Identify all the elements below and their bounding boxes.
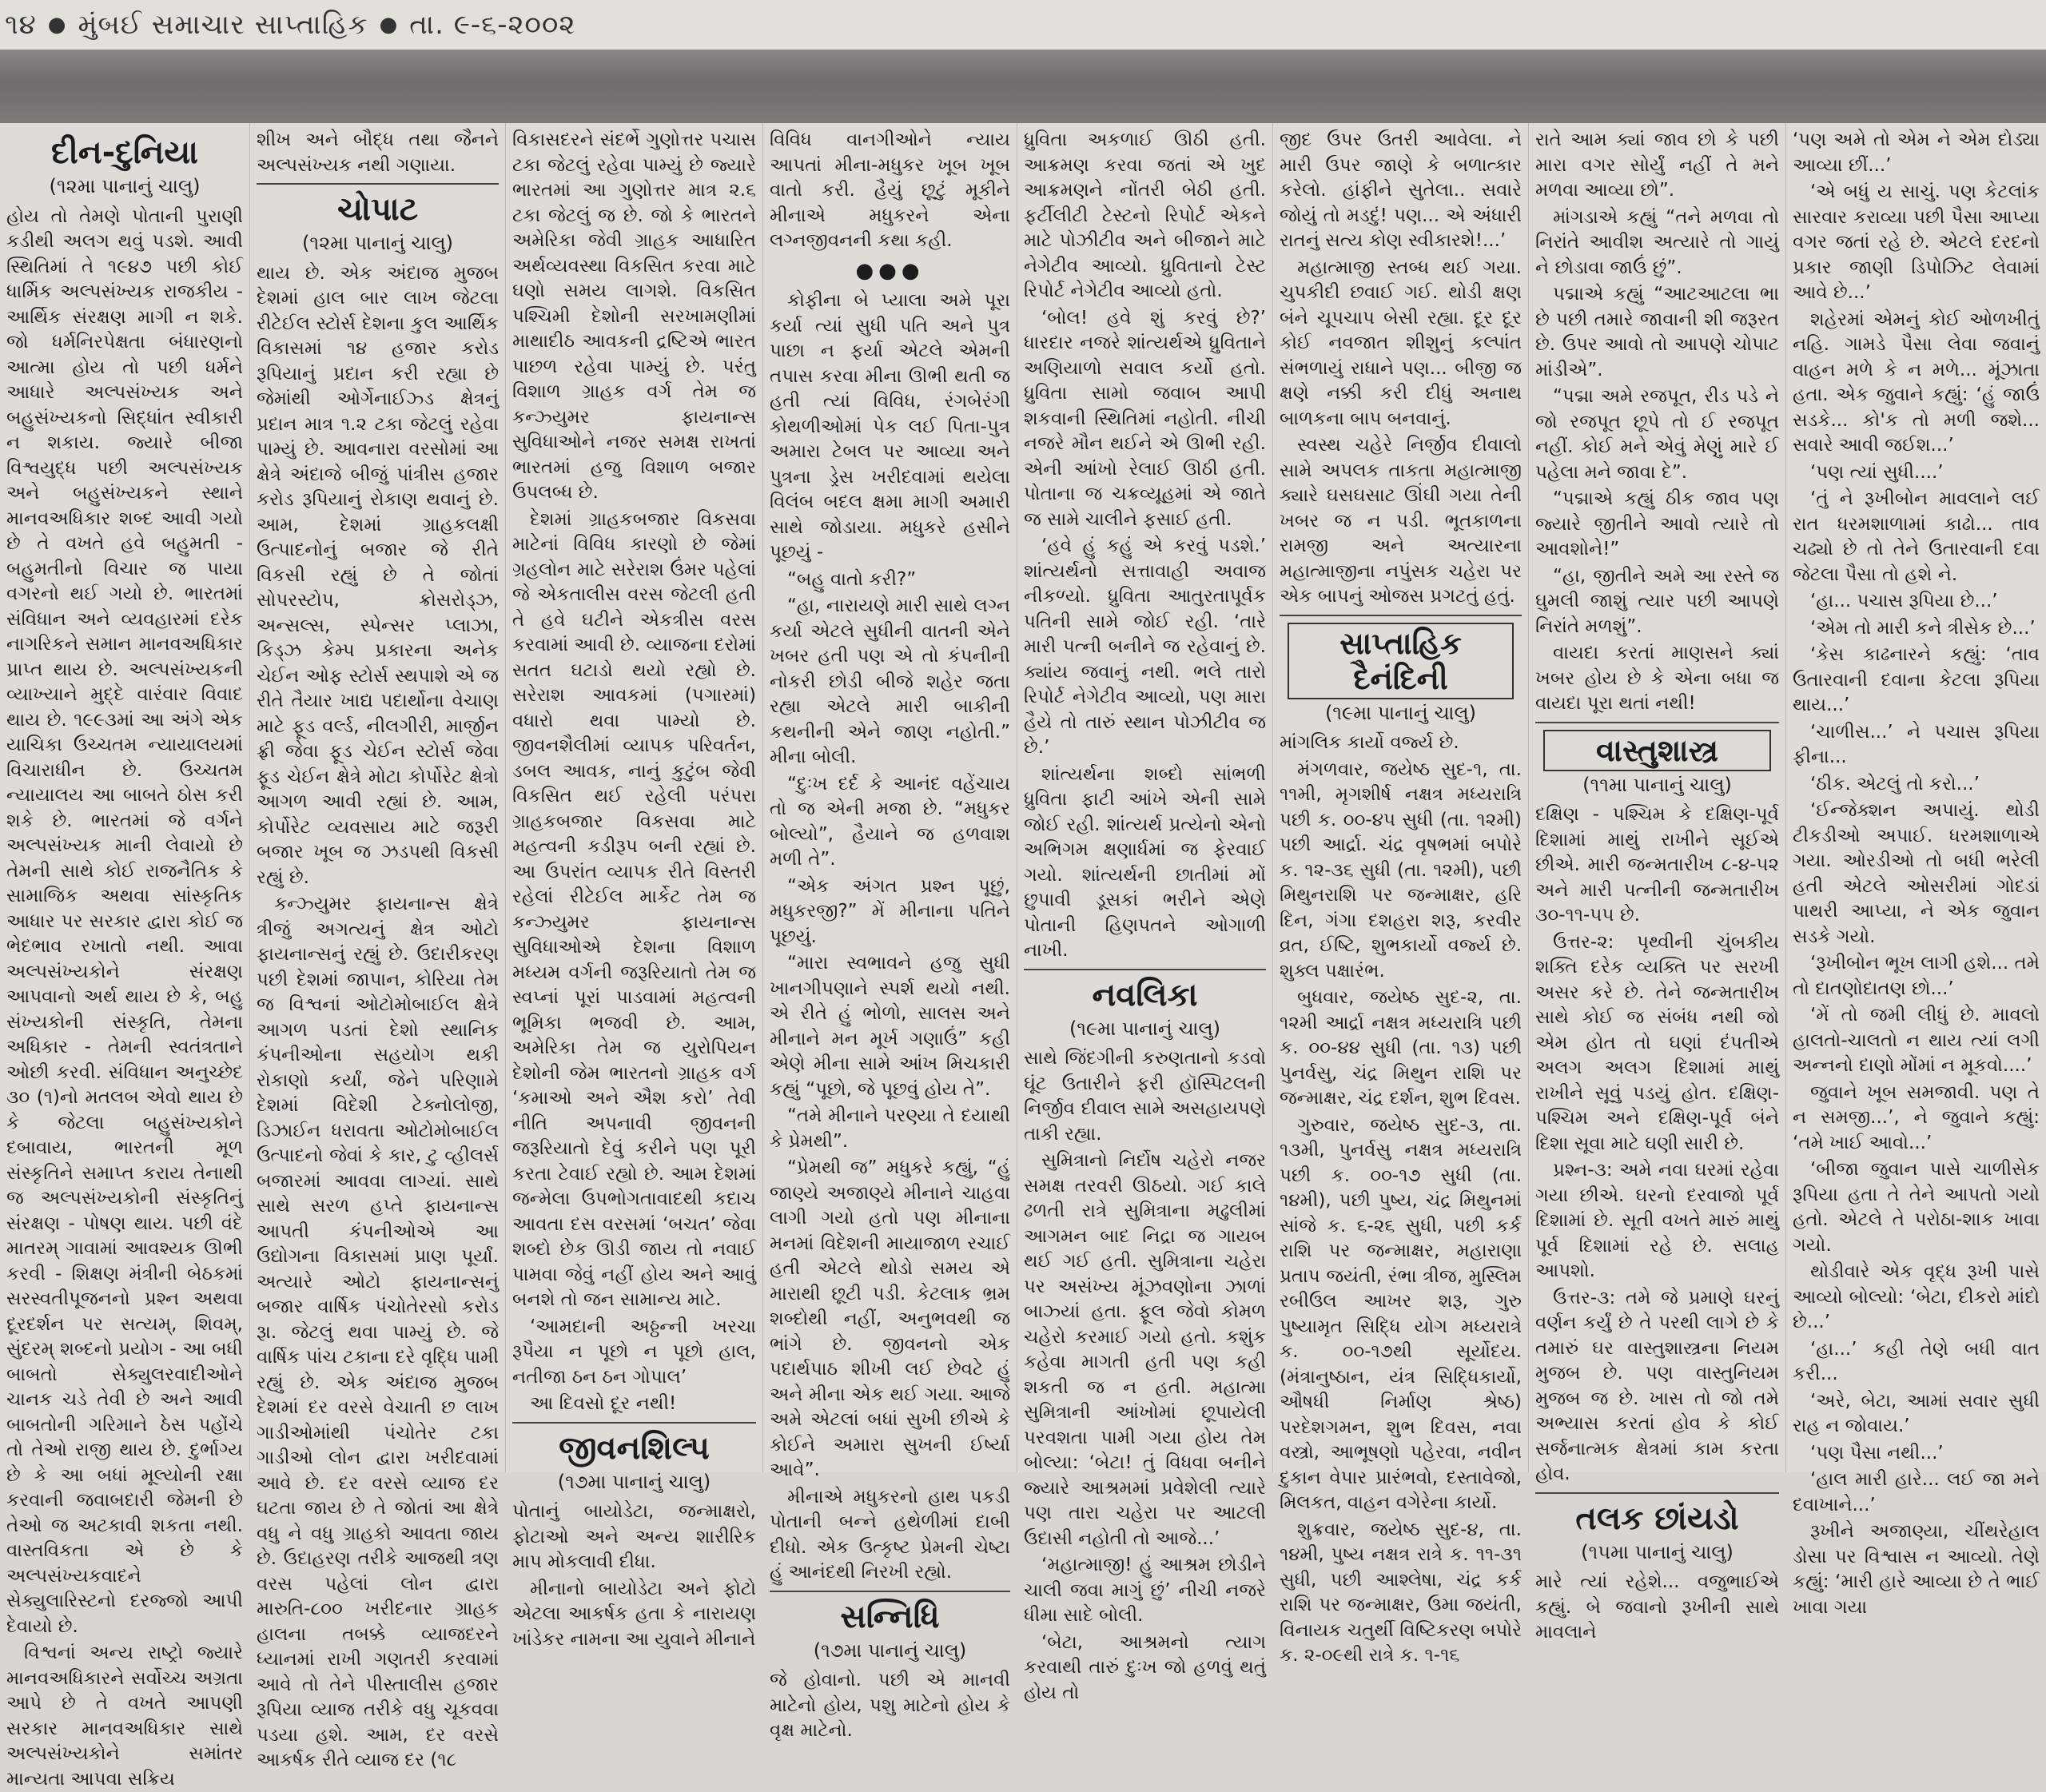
paragraph: વાયદા કરતાં માણસને ક્યાં ખબર હોય છે કે એના બધા જ વાયદા પૂરા થતાં નથી! xyxy=(1535,643,1779,714)
section-heading: જીવનશિલ્પ xyxy=(559,1429,710,1467)
paragraph: કન્ઝ્યુમર ફાયનાન્સ ક્ષેત્રે ત્રીજું અગત્યનું ક્ષેત્ર ઓટો ફાયનાન્સનું રહ્યું છે. ઉદારીકરણ પછી દેશમાં જાપાન, કોરિયા તેમ જ વિશ્વનાં ઓટોમોબાઈલ ક્ષેત્રે આગળ પડતાં દેશો સ્થાનિક કંપનીઓના સહયોગ થકી રોકાણો કર્યાં, જેને પરિણામે દેશમાં વિદેશી ટેક્નોલોજી, ડિઝાઈન ધરાવતા ઓટોમોબાઈલ ઉત્પાદનો જેવાં કે કાર, ટુ વ્હીલર્સ બજારમાં આવવા લાગ્યાં. સાથે સાથે સરળ હપ્તે ફાયનાન્સ આપતી કંપનીઓએ આ ઉદ્યોગના વિકાસમાં પ્રાણ પૂર્યાં. અત્યારે ઓટો ફાયનાન્સનું બજાર વાર્ષિક પંચોતેરસો કરોડ રૂા. જેટલું થવા પામ્યું છે. જે વાર્ષિક પાંચ ટકાના દરે વૃદ્ધિ પામી રહ્યું છે. એક અંદાજ મુજબ દેશમાં દર વરસે વેચાતી છ લાખ ગાડીઓમાંથી પંચોતેર ટકા ગાડીઓ લોન દ્વારા ખરીદવામાં આવે છે. દર વરસે વ્યાજ દર ઘટતા જાય છે તે જોતાં આ ક્ષેત્રે વધુ ને વધુ ગ્રાહકો આવતા જાય છે. ઉદાહરણ તરીકે આજથી ત્રણ વરસ પહેલાં લોન દ્વારા મારુતિ-૮૦૦ ખરીદનાર ગ્રાહક હાલના તબક્કે વ્યાજદરને ધ્યાનમાં રાખી ગણતરી કરવામાં આવે તો તેને પીસ્તાલીસ હજાર રૂપિયા વ્યાજ તરીકે વધુ ચૂકવવા પડયા હશે. આમ, દર વરસે આકર્ષક રીતે વ્યાજ દર (૧૮ xyxy=(257,894,499,1770)
paragraph: દક્ષિણ - પશ્ચિમ કે દક્ષિણ-પૂર્વ દિશામાં માથું રાખીને સૂઈએ છીએ. મારી જન્મતારીખ ૮-૪-૫૨ અને મારી પત્નીની જન્મતારીખ ૩૦-૧૧-૫૫ છે. xyxy=(1535,804,1779,926)
divider xyxy=(257,183,499,185)
section-heading: નવલિકા xyxy=(1092,976,1198,1013)
paragraph: શુક્રવાર, જયેષ્ઠ સુદ-૪, તા. ૧૪મી, પુષ્ય નક્ષત્ર રાત્રે ક. ૧૧-૩૧ સુધી, પછી આશ્લેષા, ચંદ્ર કર્ક રાશિ પર જન્માક્ષર, ઉમા જયંતી, વિનાયક ચતુર્થી વિષ્ટિકરણ બપોરે ક. ૨-૦૯થી રાત્રે ક. ૧-૧૬ xyxy=(1280,1519,1522,1666)
paragraph: ‘ઈન્જેક્શન અપાયું. થોડી ટીકડીઓ અપાઈ. ધરમશાળાએ ગયા. ઓરડીઓ તો બધી ભરેલી હતી એટલે ઓસરીમાં ગોદડાં પાથરી આપ્યા, ને એક જુવાન સડકે ગયો. xyxy=(1793,800,2040,947)
paragraph: પ્રશ્ન-૩: અમે નવા ઘરમાં રહેવા ગયા છીએ. ઘરનો દરવાજો પૂર્વ દિશામાં છે. સૂતી વખતે મારું માથું પૂર્વ દિશામાં રહે છે. સલાહ આપશો. xyxy=(1535,1160,1779,1281)
paragraph: ધ્રુવિતા અકળાઈ ઊઠી હતી. આક્રમણ કરવા જતાં એ ખુદ આક્રમણને નોંતરી બેઠી હતી. ફર્ટીલીટી ટેસ્ટનો રિપોર્ટ એકને માટે પોઝીટીવ અને બીજાને માટે નેગેટીવ આવ્યો. ધ્રુવિતાનો ટેસ્ટ રિપોર્ટ નેગેટીવ આવ્યો હતો. xyxy=(1024,129,1266,301)
paragraph: ‘રૂખીબોન ભૂખ લાગી હશે... તમે તો દાતણોદાતણ છો...’ xyxy=(1793,953,2040,999)
paragraph: હોય તો તેમણે પોતાની પુરાણી કડીથી અલગ થવું પડશે. આવી સ્થિતિમાં તે ૧૯૪૭ પછી કોઈ ધાર્મિક અલ્પસંખ્યક રાજકીય - આર્થિક સંરક્ષણ માગી ન શકે. જો ધર્મનિરપેક્ષતા બંધારણનો આત્મા હોય તો પછી ધર્મને આધારે અલ્પસંખ્યક અને બહુસંખ્યકનો સિદ્ધાંત સ્વીકારી ન શકાય. જ્યારે બીજા વિશ્વયુદ્ધ પછી અલ્પસંખ્યક અને બહુસંખ્યકને સ્થાને માનવઅધિકાર શબ્દ આવી ગયો છે તે વખતે હવે બહુમતી - બહુમતીનો વિચાર જ પાયા વગરનો થઈ ગયો છે. ભારતમાં સંવિધાન અને વ્યવહારમાં દરેક નાગરિકને સમાન માનવઅધિકાર પ્રાપ્ત થાય છે. અલ્પસંખ્યકની વ્યાખ્યાને મુદ્દે વારંવાર વિવાદ થાય છે. ૧૯૯૩માં આ અંગે એક યાચિકા ઉચ્ચતમ ન્યાયાલયમાં વિચારાધીન છે. ઉચ્ચતમ ન્યાયાલય આ બાબતે ઠોસ કરી શકે છે. ભારતમાં જે વર્ગને અલ્પસંખ્યક માની લેવાયો છે તેમની સાથે કોઈ રાજનૈતિક કે સામાજિક અથવા સાંસ્કૃતિક આધાર પર સરકાર દ્વારા કોઈ જ ભેદભાવ રખાતો નથી. આવા અલ્પસંખ્યકોને સંરક્ષણ આપવાનો અર્થ થાય છે કે, બહુ સંખ્યકોની સંસ્કૃતિ, તેમના અધિકાર - તેમની સ્વતંત્રતાને ઓછી કરવી. સંવિધાન અનુચ્છેદ ૩૦ (૧)નો મતલબ એવો થાય છે કે જેટલા બહુસંખ્યકોને દબાવાય, ભારતની મૂળ સંસ્કૃતિને સમાપ્ત કરાય તેનાથી જ અલ્પસંખ્યકોની સંસ્કૃતિનું સંરક્ષણ - પોષણ થાય. પછી વંદે માતરમ્ ગાવામાં આવશ્યક ઊભી કરવી - શિક્ષણ મંત્રીની બેઠકમાં સરસ્વતીપૂજનનો પ્રશ્ન અથવા દૂરદર્શન પર સત્યમ્, શિવમ્, સુંદરમ્ શબ્દનો પ્રયોગ - આ બધી બાબતો સેક્યુલરવાદીઓને ચાનક ચડે તેવી છે અને આવી બાબતોની ગરિમાને ઠેસ પહોંચે તો તેઓ રાજી થાય છે. દુર્ભાગ્ય છે કે આ બધાં મૂલ્યોની રક્ષા કરવાની જવાબદારી જેમની છે તેઓ જ અટકાવી શકતા નથી. વાસ્તવિકતા એ છે કે અલ્પસંખ્યકવાદને સેક્યુલારિસ્ટનો દરજ્જો આપી દેવાયો છે. xyxy=(6,205,243,1637)
column-1 xyxy=(0,123,249,1790)
paragraph: સાથે જિંદગીની કરુણતાનો કડવો ઘૂંટ ઉતારીને ફરી હૉસ્પિટલની નિર્જીવ દીવાલ સામે અસહાયપણે તાકી રહ્યા. xyxy=(1024,1048,1266,1145)
paragraph: મીનાએ મધુકરનો હાથ પકડી પોતાની બન્ને હથેળીમાં દાબી દીધો. એક ઉત્કૃષ્ટ પ્રેમની ચેષ્ટા હું આનંદથી નિરખી રહ્યો. xyxy=(770,1486,1010,1583)
paragraph: ‘મેં તો જમી લીધું છે. માવલો હાલતો-ચાલતો ન થાય ત્યાં લગી અન્નનો દાણો મોંમાં ન મૂકવો....’ xyxy=(1793,1005,2040,1076)
paragraph: માંગલિક કાર્યો વર્જ્ય છે. xyxy=(1280,732,1459,753)
issue-date: તા. ૯-૬-૨૦૦૨ xyxy=(409,9,576,41)
paragraph: “બહુ વાતો કરી?” xyxy=(787,568,917,590)
paragraph: કોફીના બે પ્યાલા અમે પૂરા કર્યા ત્યાં સુધી પતિ અને પુત્ર પાછા ન ફર્યા એટલે એમની તપાસ કરવા મીના ઊભી થતી જ હતી ત્યાં વિવિધ, રંગબેરંગી કોથળીઓમાં પેક લઈ પિતા-પુત્ર અમારા ટેબલ પર આવ્યા અને પુત્રના ડ્રેસ ખરીદવામાં થયેલા વિલંબ બદલ ક્ષમા માગી અમારી સાથે જોડાયા. મધુકરે હસીને પૂછયું - xyxy=(770,290,1010,563)
paragraph: થોડીવારે એક વૃદ્ધ રૂખી પાસે આવ્યો બોલ્યો: ‘બેટા, દીકરો માંદો છે...’ xyxy=(1793,1261,2040,1332)
continuation-note: (૧૫મા પાનાનું ચાલુ) xyxy=(1581,1540,1734,1563)
paragraph: ગુરુવાર, જયેષ્ઠ સુદ-૩, તા. ૧૩મી, પુનર્વસુ નક્ષત્ર મધ્યરાત્રિ પછી ક. ૦૦-૧૭ સુધી (તા. ૧૪મી), પછી પુષ્ય, ચંદ્ર મિથુનમાં સાંજે ક. ૬-૨૬ સુધી, પછી કર્ક રાશિ પર જન્માક્ષર, મહારાણા પ્રતાપ જયંતી, રંભા ત્રીજ, મુસ્લિમ રબીઉલ આખર શરૂ, ગુરુ પુષ્યામૃત સિદ્ધિ યોગ મધ્યરાત્રે ક. ૦૦-૧૭થી સૂર્યોદય. (મંત્રાનુષ્ઠાન, યંત્ર સિદ્ધિકાર્યો, ઔષધી નિર્માણ શ્રેષ્ઠ) પરદેશગમન, શુભ દિવસ, નવા વસ્ત્રો, આભૂષણો પહેરવા, નવીન દુકાન વેપાર પ્રારંભવો, દસ્તાવેજો, મિલકત, વાહન વગેરેના કાર્યો. xyxy=(1280,1114,1522,1513)
column-2 xyxy=(249,123,505,1770)
paragraph: ‘હવે હું કહું એ કરવું પડશે.’ શાંત્યર્થનો સત્તાવાહી અવાજ નીકળ્યો. ધ્રુવિતા આતુરતાપૂર્વક પતિની સામે જોઈ રહી. ‘તારે મારી પત્ની બનીને જ રહેવાનું છે. ક્યાંય જવાનું નથી. ભલે તારો રિપોર્ટ નેગેટીવ આવ્યો, પણ મારા હૈયે તો તારું સ્થાન પોઝીટીવ જ છે.’ xyxy=(1024,536,1266,758)
continuation-note: (૧૭મા પાનાનું ચાલુ) xyxy=(557,1470,711,1493)
paragraph: વિકાસદરને સંદર્ભે ગુણોત્તર પચાસ ટકા જેટલું રહેવા પામ્યું છે જ્યારે ભારતમાં આ ગુણોત્તર માત્ર ૨.૬ ટકા જેટલું જ છે. જો કે ભારતને અમેરિકા જેવી ગ્રાહક આધારિત અર્થવ્યવસ્થા વિકસિત કરવા માટે ઘણો સમય લાગશે. વિકસિત પશ્ચિમી દેશોની સરખામણીમાં માથાદીઠ આવકની દ્રષ્ટિએ ભારત પાછળ રહેવા પામ્યું છે. પરંતુ વિશાળ ગ્રાહક વર્ગ તેમ જ કન્ઝ્યુમર ફાયનાન્સ સુવિધાઓને નજર સમક્ષ રાખતાં ભારતમાં હજુ વિશાળ બજાર ઉપલબ્ધ છે. xyxy=(512,129,756,503)
section-heading: સાપ્તાહિક દૈનંદિની xyxy=(1288,623,1514,699)
divider xyxy=(1280,615,1522,616)
paragraph: દેશમાં ગ્રાહકબજાર વિકસવા માટેનાં વિવિધ કારણો છે જેમાં ગ્રહલોન માટે સરેરાશ ઉંમર પહેલાં જે એકતાલીસ વરસ જેટલી હતી તે હવે ઘટીને એકત્રીસ વરસ કરવામાં આવી છે. વ્યાજના દરોમાં સતત ઘટાડો થયો રહ્યો છે. સરેરાશ આવકમાં (પગારમાં) વધારો થવા પામ્યો છે. જીવનશૈલીમાં વ્યાપક પરિવર્તન, ડબલ આવક, નાનું કુટુંબ જેવી વિકસિત થઈ રહેલી પરંપરા ગ્રાહકબજાર વિકસવા માટે મહત્વની કડીરૂપ બની રહ્યાં છે. આ ઉપરાંત વ્યાપક રીતે વિસ્તરી રહેલાં રીટેઈલ માર્કેટ તેમ જ કન્ઝ્યુમર ફાયનાન્સ સુવિધાઓએ દેશના વિશાળ મધ્યમ વર્ગની જરૂરિયાતો તેમ જ સ્વપ્નાં પૂરાં પાડવામાં મહત્વની ભૂમિકા ભજવી છે. આમ, અમેરિકા તેમ જ યુરોપિયન દેશોની જેમ ભારતનો ગ્રાહક વર્ગ ‘કમાઓ અને ઐશ કરો’ તેવી નીતિ અપનાવી જીવનની જરૂરિયાતો દેવું કરીને પણ પૂરી કરતા ટેવાઈ રહ્યો છે. આમ દેશમાં જન્મેલા ઉપભોગતાવાદથી કદાચ આવતા દસ વરસમાં ‘બચત’ જેવા શબ્દો છેક ઊડી જાય તો નવાઈ પામવા જેવું નહીં હોય અને આવું બનશે તો જન સામાન્ય માટે. xyxy=(512,508,756,1310)
divider xyxy=(512,1422,756,1424)
paragraph: થાય છે. એક અંદાજ મુજબ દેશમાં હાલ બાર લાખ જેટલા રીટેઈલ સ્ટોર્સ દેશના કુલ આર્થિક વિકાસમાં ૧૪ હજાર કરોડ રૂપિયાનું પ્રદાન કરી રહ્યા છે જેમાંથી ઓર્ગેનાઈઝ્ડ ક્ષેત્રનું પ્રદાન માત્ર ૧.૨ ટકા જેટલું રહેવા પામ્યું છે. આવનારા વરસોમાં આ ક્ષેત્રે અંદાજે બીજું પાંત્રીસ હજાર કરોડ રૂપિયાનું રોકાણ થવાનું છે. આમ, દેશમાં ગ્રાહકલક્ષી ઉત્પાદનોનું બજાર જે રીતે વિકસી રહ્યું છે તે જોતાં સોપરસ્ટોપ, ક્રોસરોડ્ઝ, અન્સલ્સ, સ્પેન્સર પ્લાઝા, કિડ્ઝ કેમ્પ પ્રકારના અનેક ચેઈન ઓફ સ્ટોર્સ સ્થપાશે એ જ રીતે તૈયાર ખાદ્ય પદાર્થોના વેચાણ માટે ફૂડ વર્લ્ડ, નીલગીરી, માર્જીન ફ્રી જેવા ફૂડ ચેઈન સ્ટોર્સ જેવા ફૂડ ચેઈન ક્ષેત્રે મોટા કોર્પોરેટ ક્ષેત્રો આગળ આવી રહ્યાં છે. આમ, કોર્પોરેટ વ્યવસાય માટે જરૂરી બજાર ખૂબ જ ઝડપથી વિકસી રહ્યું છે. xyxy=(257,262,499,888)
section-heading: દીન-દુનિયા xyxy=(51,134,198,171)
paragraph: વિવિધ વાનગીઓને ન્યાય આપતાં મીના-મધુકર ખૂબ ખૂબ વાતો કરી. હૈયું છૂટું મૂકીને મીનાએ મધુકરને એના લગ્નજીવનની કથા કહી. xyxy=(770,129,1010,251)
paragraph: ‘બીજા જુવાન પાસે ચાળીસેક રૂપિયા હતા તે તેને આપતો ગયો હતો. એટલે તે પરોઠા-શાક ખાવા ગયો. xyxy=(1793,1159,2040,1256)
section-heading: વાસ્તુશાસ્ત્ર xyxy=(1543,730,1771,771)
paragraph: મંગળવાર, જયેષ્ઠ સુદ-૧, તા. ૧૧મી, મૃગશીર્ષ નક્ષત્ર મધ્યરાત્રિ પછી ક. ૦૦-૪૫ સુધી (તા. ૧૨મી) પછી આર્દ્રા. ચંદ્ર વૃષભમાં બપોરે ક. ૧૨-૩૬ સુધી (તા. ૧૨મી), પછી મિથુનરાશિ પર જન્માક્ષર, હરિ દિન, ગંગા દશહરા શરૂ, કરવીર વ્રત, ઈષ્ટિ, શુભકાર્યો વર્જ્ય છે. શુક્લ પક્ષારંભ. xyxy=(1280,759,1522,982)
paragraph: સ્વસ્થ ચહેરે નિર્જીવ દીવાલો સામે અપલક તાકતા મહાત્માજી ક્યારે ઘસઘસાટ ઊંઘી ગયા તેની ખબર જ ન પડી. ભૂતકાળના રામજી અને અત્યારના મહાત્માજીના નપુંસક ચહેરા પર એક બાપનું ઓજસ પ્રગટતું હતું. xyxy=(1280,435,1522,607)
paragraph: જીદ ઉપર ઉતરી આવેલા. ને મારી ઉપર જાણે કે બળાત્કાર કરેલો. હાંફીને સુતેલા.. સવારે જોયું તો મડદું! પણ... એ અંધારી રાતનું સત્ય કોણ સ્વીકારશે!...’ xyxy=(1280,129,1522,251)
continuation-note: (૧૯મા પાનાનું ચાલુ) xyxy=(1069,1017,1221,1040)
paragraph: ‘ઠીક. એટલું તો કરો...’ xyxy=(1810,773,1980,794)
divider xyxy=(1535,722,1779,723)
paragraph: “હા, નારાયણે મારી સાથે લગ્ન કર્યા એટલે સુધીની વાતની એને ખબર હતી પણ એ તો કંપનીની નોકરી છોડી બીજે શહેર જતા રહ્યા એટલે મારી બાકીની કથનીની એને જાણ નહોતી.” મીના બોલી. xyxy=(770,595,1010,767)
paragraph: “તમે મીનાને પરણ્યા તે દયાથી કે પ્રેમથી”. xyxy=(770,1105,1010,1152)
paragraph: ‘બેટા, આશ્રમનો ત્યાગ કરવાથી તારું દુઃખ જો હળવું થતું હોય તો xyxy=(1024,1631,1266,1703)
paragraph: “દુઃખ દર્દ કે આનંદ વહેંચાય તો જ એની મજા છે. “મધુકર બોલ્યો”, હૈયાને જ હળવાશ મળી તે”. xyxy=(770,773,1010,870)
paragraph: ‘અરે, બેટા, આમાં સવાર સુધી રાહ ન જોવાય.’ xyxy=(1793,1390,2040,1436)
paragraph: શાંત્યર્થના શબ્દો સાંભળી ધ્રુવિતા ફાટી આંખે એની સામે જોઈ રહી. શાંત્યર્થ પ્રત્યેનો એનો અભિગમ ક્ષણાર્ધમાં જ ફેરવાઈ ગયો. શાંત્યર્થની છાતીમાં મોં છુપાવી ડૂસકાં ભરીને એણે પોતાની હિણપતને ઓગાળી નાખી. xyxy=(1024,763,1266,961)
newspaper-page xyxy=(0,123,2046,1790)
paragraph: મીનાનો બાયોડેટા અને ફોટો એટલા આકર્ષક હતા કે નારાયણ ખાંડેકર નામના આ યુવાને મીનાને xyxy=(512,1578,756,1650)
paragraph: જે હોવાનો. પછી એ માનવી માટેનો હોય, પશુ માટેનો હોય કે વૃક્ષ માટેનો. xyxy=(770,1670,1010,1741)
paragraph: ‘હા... પચાસ રૂપિયા છે...’ xyxy=(1810,591,1998,611)
paragraph: ‘કેસ કાઢનારને કહ્યું: ‘તાવ ઉતારવાની દવાના કેટલા રૂપિયા થાય...’ xyxy=(1793,644,2040,715)
bullet-icon: ● xyxy=(379,13,399,37)
paragraph: આ દિવસો દૂર નથી! xyxy=(530,1393,677,1414)
continuation-note: (૧૨મા પાનાનું ચાલુ) xyxy=(49,175,201,197)
paragraph: સુમિત્રાનો નિર્દોષ ચહેરો નજર સમક્ષ તરવરી ઊઠયો. ગઈ કાલે ઢળતી રાત્રે સુમિત્રાના મઢુલીમાં આગમન બાદ નિદ્રા જ ગાયબ થઈ ગઈ હતી. સુમિત્રાના ચહેરા પર અસંખ્ય મૂંઝવણોના ઝાળાં બાઝ્યાં હતા. ફૂલ જેવો કોમળ ચહેરો કરમાઈ ગયો હતો. કશુંક કહેવા માગતી હતી પણ કહી શકતી જ ન હતી. મહાત્મા સુમિત્રાની આંખોમાં છૂપાયેલી પરવશતા પામી ગયા હોય તેમ બોલ્યા: ‘બેટા! તું વિધવા બનીને જ્યારે આશ્રમમાં પ્રવેશેલી ત્યારે પણ તારા ચહેરા પર આટલી ઉદાસી નહોતી તો આજે...’ xyxy=(1024,1150,1266,1549)
continuation-note: (૧૭મા પાનાનું ચાલુ) xyxy=(813,1639,967,1662)
divider xyxy=(770,1591,1010,1592)
paragraph: ‘એ બધું ય સાચું. પણ કેટલાંક સારવાર કરાવ્યા પછી પૈસા આપ્યા વગર જતાં રહે છે. એટલે દરદનો પ્રકાર જાણી ડિપોઝિટ લેવામાં આવે છે...’ xyxy=(1793,181,2040,303)
paragraph: પોતાનું બાયોડેટા, જન્માક્ષરો, ફોટાઓ અને અન્ય શારીરિક માપ મોકલાવી દીધા. xyxy=(512,1501,756,1572)
paragraph: ‘હાલ મારી હારે... લઈ જા મને દવાખાને...’ xyxy=(1793,1469,2040,1515)
paragraph: ‘બોલ! હવે શું કરવું છે?’ ધારદાર નજરે શાંત્યર્થએ ધ્રુવિતાને અણિયાળો સવાલ કર્યો હતો. ધ્રુવિતા સામો જવાબ આપી શકવાની સ્થિતિમાં નહોતી. નીચી નજરે મૌન થઈને એ ઊભી રહી. એની આંખો રેલાઈ ઊઠી હતી. પોતાના જ ચક્રવ્યૂહમાં એ જાતે જ સામે ચાલીને ફસાઈ હતી. xyxy=(1024,307,1266,530)
paragraph: ‘પણ અમે તો એમ ને એમ દોડ્યા આવ્યા છીં...’ xyxy=(1793,129,2040,176)
paragraph: મારે ત્યાં રહેશે... વજુભાઈએ કહ્યું. બે જવાનો રૂખીની સાથે માવલાને xyxy=(1535,1571,1779,1643)
paragraph: ‘હા...’ કહી તેણે બધી વાત કરી... xyxy=(1793,1338,2040,1384)
paragraph: રાતે આમ ક્યાં જાવ છો કે પછી મારા વગર સોર્યું નહીં તે મને મળવા આવ્યા છો”. xyxy=(1535,129,1779,201)
paragraph: ‘પણ ત્યાં સુધી....’ xyxy=(1810,461,1944,483)
paragraph: ‘પણ પૈસા નથી...’ xyxy=(1810,1442,1944,1463)
continuation-note: (૧૯મા પાનાનું ચાલુ) xyxy=(1324,701,1477,724)
paragraph: ‘મહાત્માજી! હું આશ્રમ છોડીને ચાલી જવા માગું છું’ નીચી નજરે ધીમા સાદે બોલી. xyxy=(1024,1555,1266,1626)
header-band xyxy=(0,50,2046,123)
paragraph: શહેરમાં એમનું કોઈ ઓળખીતું નહિ. ગામડે પૈસા લેવા જવાનું વાહન મળે કે ન મળે... મૂંઝાતા હતા. એક જુવાને કહ્યું: ‘હું જાઉં સડકે... કો'ક તો મળી જશે... સવારે આવી જઈશ...’ xyxy=(1793,309,2040,456)
edition-label: સાપ્તાહિક xyxy=(254,9,368,41)
section-heading: ચોપાટ xyxy=(336,191,419,228)
masthead xyxy=(0,0,2046,50)
section-heading: સન્નિધિ xyxy=(840,1598,940,1635)
section-heading: તલક છાંયડો xyxy=(1575,1499,1739,1537)
paragraph: પદ્માએ કહ્યું “આટઆટલા ભા છે પછી તમારે જાવાની શી જરૂરત છે. ઉપર આવો તો આપણે ચોપાટ માંડીએ”. xyxy=(1535,284,1779,380)
column-8 xyxy=(1785,123,2046,1618)
paragraph: રૂખીને અજાણ્યા, ચીંથરેહાલ ડોસા પર વિશ્વાસ ન આવ્યો. તેણે કહ્યું: ‘મારી હારે આવ્યા છે તે ભાઈ ખાવા ગયા xyxy=(1793,1521,2040,1618)
paragraph: શીખ અને બૌદ્ધ તથા જૈનને અલ્પસંખ્યક નથી ગણાયા. xyxy=(257,129,499,176)
paragraph: “પદ્મા અમે રજપૂત, રીડ પડે ને જો રજપૂત છૂપે તો ઈ રજપૂત નહીં. કોઈ મને એવું મેણું મારે ઈ પહેલા મને જાવા દે”. xyxy=(1535,386,1779,483)
paragraph: માંગડાએ કહ્યું “તને મળવા તો નિરાંતે આવીશ અત્યારે તો ગાયું ને છોડાવા જાઉં છું”. xyxy=(1535,206,1779,278)
paragraph: “પ્રેમથી જ” મધુકરે કહ્યું, “હું જાણ્યે અજાણ્યે મીનાને ચાહવા લાગી ગયો હતો પણ મીનાના મનમાં વિદેશની માયાજાળ રચાઈ હતી એટલે થોડો સમય એ મારાથી છૂટી પડી. કેટલાક ભ્રમ શબ્દોથી નહીં, અનુભવથી જ ભાંગે છે. જીવનનો એક પદાર્થપાઠ શીખી લઈ છેવટે હું અને મીના એક થઈ ગયા. આજે અમે એટલાં બધાં સુખી છીએ કે કોઈને અમારા સુખની ઈર્ષ્યા આવે”. xyxy=(770,1157,1010,1480)
paragraph: ‘ચાળીસ...’ ને પચાસ રૂપિયા ફીના... xyxy=(1793,721,2040,767)
paragraph: બુધવાર, જયેષ્ઠ સુદ-૨, તા. ૧૨મી આર્દ્રા નક્ષત્ર મધ્યરાત્રિ પછી ક. ૦૦-૪૪ સુધી (તા. ૧૩) પછી પુનર્વસુ, ચંદ્ર મિથુન રાશિ પર જન્માક્ષર, ચંદ્ર દર્શન, શુભ દિવસ. xyxy=(1280,987,1522,1109)
paragraph: ઉત્તર-૩: તમે જે પ્રમાણે ઘરનું વર્ણન કર્યું છે તે પરથી લાગે છે કે તમારું ઘર વાસ્તુશાસ્ત્રના નિયમ મુજબ છે. પણ વાસ્તુનિયમ મુજબ જ છે. ખાસ તો જો તમે અભ્યાસ કરતાં હોવ કે કોઈ સર્જનાત્મક ક્ષેત્રમાં કામ કરતા હોવ. xyxy=(1535,1287,1779,1484)
paragraph: “પદ્માએ કહ્યું ઠીક જાવ પણ જ્યારે જીતીને આવો ત્યારે તો આવશોને!” xyxy=(1535,488,1779,560)
section-divider: ●●● xyxy=(855,258,925,283)
page-number: ૧૪ xyxy=(5,9,37,41)
bullet-icon: ● xyxy=(47,13,67,37)
paragraph: ‘તું ને રૂખીબોન માવલાને લઈ રાત ધરમશાળામાં કાઢો... તાવ ચઢ્યો છે તો તેને ઉતારવાની દવા જેટલા પૈસા તો હશે ને. xyxy=(1793,488,2040,585)
paragraph: વિશ્વનાં અન્ય રાષ્ટ્રો જ્યારે માનવઅધિકારને સર્વોચ્ચ અગ્રતા આપે છે તે વખતે આપણી સરકાર માનવઅધિકાર સાથે અલ્પસંખ્યકોને સમાંતર માન્યતા આપવા સક્રિય xyxy=(6,1643,243,1790)
continuation-note: (૧૨મા પાનાનું ચાલુ) xyxy=(302,232,453,254)
newspaper-name: મુંબઈ સમાચાર xyxy=(78,9,245,41)
paragraph: ‘એમ તો મારી કને ત્રીસેક છે...’ xyxy=(1810,617,2036,639)
continuation-note: (૧૧મા પાનાનું ચાલુ) xyxy=(1582,773,1732,796)
column-6 xyxy=(1272,123,1528,1666)
column-3 xyxy=(505,123,762,1650)
paragraph: જુવાને ખૂબ સમજાવી. પણ તે ન સમજી...’, ને જુવાને કહ્યું: ‘તમે ખાઈ આવો...’ xyxy=(1793,1081,2040,1153)
column-5 xyxy=(1017,123,1272,1703)
paragraph: “હા, જીતીને અમે આ રસ્તે જ ઘુમલી જાશું ત્યાર પછી આપણે નિરાંતે મળશું”. xyxy=(1535,565,1779,637)
paragraph: મહાત્માજી સ્તબ્ધ થઈ ગયા. ચુપકીદી છવાઈ ગઈ. થોડી ક્ષણ બંને ચૂપચાપ બેસી રહ્યા. દૂર દૂર કોઈ નવજાત શીશુનું કલ્પાંત સંભળાયું રાધાને પણ... બીજી જ ક્ષણે નક્કી કરી દીધું અનાથ બાળકના બાપ બનવાનું. xyxy=(1280,257,1522,429)
divider xyxy=(1024,969,1266,970)
paragraph: ‘આમદાની અઠ્ઠન્ની ખરચા રૂપૈયા ન પૂછો ન પૂછો હાલ, નતીજા ઠન ઠન ગોપાલ’ xyxy=(512,1316,756,1388)
divider xyxy=(1535,1492,1779,1494)
paragraph: “મારા સ્વભાવને હજુ સુધી ખાનગીપણાને સ્પર્શ થયો નથી. એ રીતે હું ભોળો, સાલસ અને મીનાને મન મૂર્ખ ગણાઉં” કહી એણે મીના સામે આંખ મિચકારી કહ્યું “પૂછો, જે પૂછવું હોય તે”. xyxy=(770,953,1010,1100)
paragraph: “એક અંગત પ્રશ્ન પૂછું, મધુકરજી?” મેં મીનાના પતિને પૂછયું. xyxy=(770,875,1010,947)
column-4 xyxy=(762,123,1017,1741)
column-7 xyxy=(1528,123,1785,1643)
paragraph: ઉત્તર-૨: પૃથ્વીની ચુંબકીય શક્તિ દરેક વ્યક્તિ પર સરખી અસર કરે છે. તેને જન્મતારીખ સાથે કોઈ જ સંબંધ નથી જો એમ હોત તો ઘણાં દંપતીએ અલગ અલગ દિશામાં માથું રાખીને સૂવું પડયું હોત. દક્ષિણ-પશ્ચિમ અને દક્ષિણ-પૂર્વ બંને દિશા સૂવા માટે ઘણી સારી છે. xyxy=(1535,931,1779,1154)
